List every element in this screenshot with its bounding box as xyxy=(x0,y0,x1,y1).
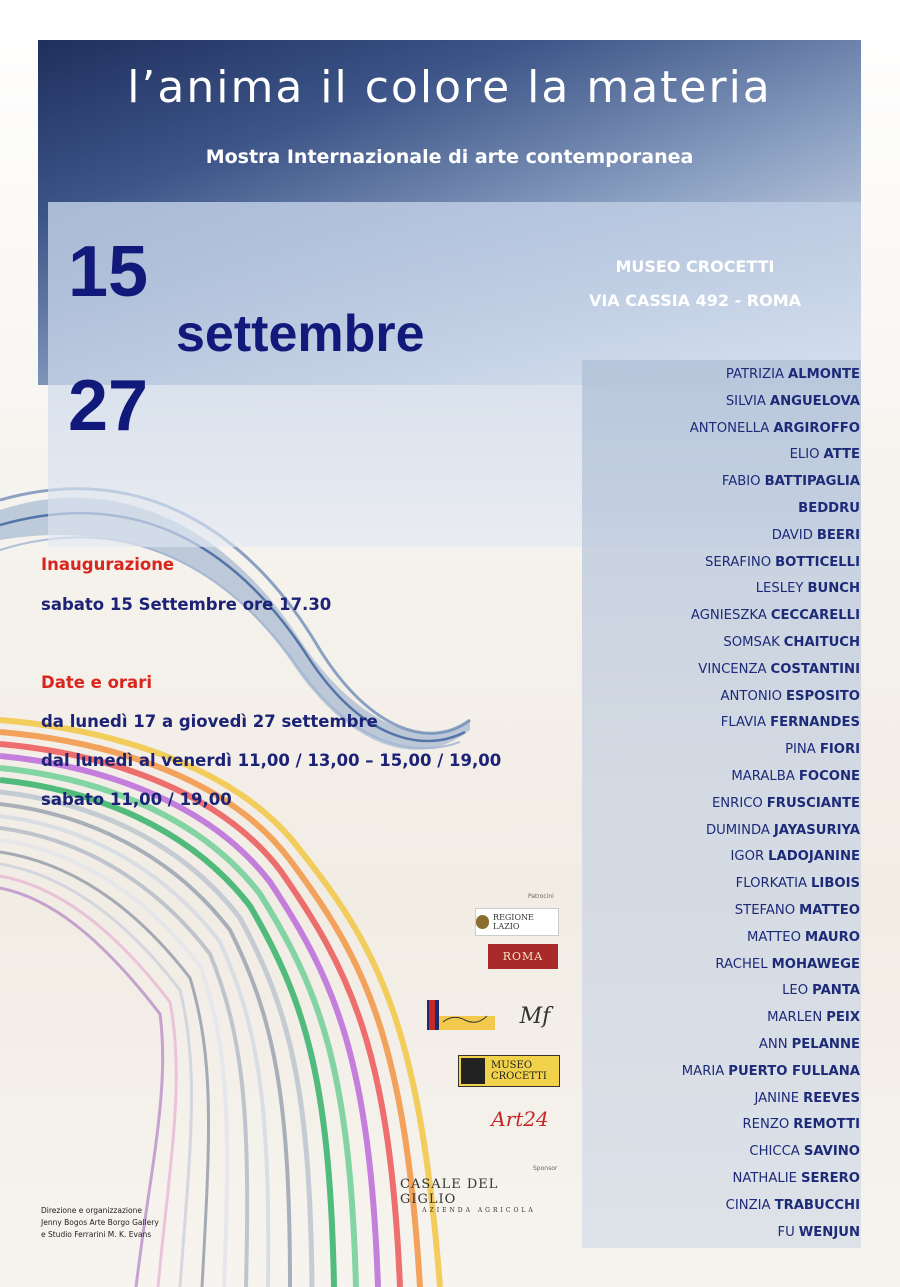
artist-first-name: MARALBA xyxy=(731,768,795,784)
artist-item xyxy=(682,844,860,871)
artist-last-name: FIORI xyxy=(819,742,860,758)
artist-item xyxy=(682,1005,860,1032)
artist-first-name: STEFANO xyxy=(734,902,796,918)
artist-item xyxy=(682,925,860,952)
regione-lazio-text: REGIONE LAZIO xyxy=(493,913,534,931)
artist-last-name: CHAITUCH xyxy=(783,634,860,650)
artist-item xyxy=(682,898,860,925)
artist-item xyxy=(682,1032,860,1059)
artist-item xyxy=(682,1193,860,1220)
artist-first-name: JANINE xyxy=(754,1090,800,1106)
artist-last-name: BEERI xyxy=(816,527,860,543)
artist-item xyxy=(682,1166,860,1193)
credits-line1: Direzione e organizzazione xyxy=(41,1206,142,1215)
artist-last-name: FOCONE xyxy=(798,768,860,784)
credits-line3: e Studio Ferrarini M. K. Evans xyxy=(41,1230,152,1239)
artist-first-name: IGOR xyxy=(730,849,765,865)
artist-item xyxy=(682,496,860,523)
artist-last-name: LIBOIS xyxy=(811,876,860,892)
poster-subtitle: Mostra Internazionale di arte contemporanea xyxy=(205,146,694,168)
artist-first-name: ANN xyxy=(758,1036,788,1052)
artist-first-name: LESLEY xyxy=(755,581,804,597)
artist-first-name: FU xyxy=(777,1224,795,1240)
inauguration-label: Inaugurazione xyxy=(41,555,175,574)
artist-last-name: CECCARELLI xyxy=(770,608,860,624)
artist-item xyxy=(682,630,860,657)
artist-item xyxy=(682,978,860,1005)
artist-item xyxy=(682,871,860,898)
artist-first-name: ANTONIO xyxy=(720,688,782,704)
artist-first-name: ANTONELLA xyxy=(689,420,770,436)
saturday-hours: sabato 11,00 / 19,00 xyxy=(41,790,232,809)
roma-logo xyxy=(488,944,558,969)
artist-first-name: FLAVIA xyxy=(720,715,767,731)
artist-item xyxy=(682,1112,860,1139)
mf-logo-text: Mf xyxy=(519,1003,551,1029)
artist-item xyxy=(682,362,860,389)
artist-first-name: NATHALIE xyxy=(732,1170,797,1186)
artist-first-name: DUMINDA xyxy=(706,822,770,838)
artist-last-name: LADOJANINE xyxy=(768,849,860,865)
museo-logo-line1: MUSEO xyxy=(491,1060,533,1071)
artist-first-name: CINZIA xyxy=(725,1197,771,1213)
patronage-label: Patrocini xyxy=(528,893,554,900)
regione-lazio-logo xyxy=(475,908,559,936)
casale-logo-subtext: AZIENDA AGRICOLA xyxy=(422,1206,536,1214)
artist-item xyxy=(682,791,860,818)
artist-first-name: ELIO xyxy=(789,447,820,463)
artist-first-name: CHICCA xyxy=(749,1144,800,1160)
artist-first-name: PINA xyxy=(785,742,816,758)
art24-logo-text: Art24 xyxy=(491,1107,549,1131)
artist-last-name: BOTTICELLI xyxy=(775,554,860,570)
artist-last-name: WENJUN xyxy=(798,1224,860,1240)
artist-first-name: FLORKATIA xyxy=(735,876,808,892)
artist-item xyxy=(682,710,860,737)
artist-last-name: JAYASURIYA xyxy=(773,822,860,838)
credits xyxy=(41,1205,216,1241)
artist-last-name: BUNCH xyxy=(807,581,860,597)
artist-item xyxy=(682,389,860,416)
artist-last-name: TRABUCCHI xyxy=(774,1197,860,1213)
artist-item xyxy=(682,442,860,469)
artist-first-name: AGNIESZKA xyxy=(690,608,767,624)
inauguration-time: sabato 15 Settembre ore 17.30 xyxy=(41,595,332,614)
artist-item xyxy=(682,469,860,496)
gallery-logo-graphic xyxy=(425,998,497,1034)
artist-item xyxy=(682,684,860,711)
artist-last-name: ALMONTE xyxy=(788,367,860,382)
end-day: 27 xyxy=(68,366,149,446)
venue xyxy=(530,250,860,318)
artist-last-name: PANTA xyxy=(812,983,860,999)
museo-crocetti-logo xyxy=(458,1055,560,1087)
artist-last-name: SERERO xyxy=(800,1170,860,1186)
artist-last-name: MATTEO xyxy=(799,902,860,918)
regione-emblem-icon xyxy=(476,915,489,929)
month: settembre xyxy=(176,305,425,363)
artist-item xyxy=(682,737,860,764)
artist-first-name: MARLEN xyxy=(767,1010,823,1026)
mf-logo xyxy=(515,998,555,1034)
artist-item xyxy=(682,657,860,684)
artist-last-name: MAURO xyxy=(805,929,860,945)
artist-first-name: LEO xyxy=(782,983,809,999)
dates-label: Date e orari xyxy=(41,673,152,692)
artist-last-name: PUERTO FULLANA xyxy=(728,1063,860,1079)
artist-first-name: PATRIZIA xyxy=(725,367,785,382)
museo-logo-line2: CROCETTI xyxy=(491,1071,547,1082)
artist-last-name: ANGUELOVA xyxy=(769,393,860,409)
artist-last-name: ESPOSITO xyxy=(786,688,860,704)
artist-first-name: ENRICO xyxy=(711,795,763,811)
artist-first-name: RENZO xyxy=(742,1117,790,1133)
casale-logo-text: CASALE DEL GIGLIO xyxy=(400,1176,499,1207)
venue-name: MUSEO CROCETTI xyxy=(615,257,775,276)
artists-list xyxy=(682,362,860,1246)
artist-item xyxy=(682,1139,860,1166)
artist-item xyxy=(682,416,860,443)
credits-line2: Jenny Bogos Arte Borgo Gallery xyxy=(41,1218,159,1227)
artist-last-name: PEIX xyxy=(826,1010,860,1026)
artist-first-name: VINCENZA xyxy=(698,661,767,677)
artist-first-name: FABIO xyxy=(721,474,761,490)
casale-del-giglio-logo xyxy=(400,1176,558,1214)
artist-item xyxy=(682,1220,860,1247)
artist-last-name: FERNANDES xyxy=(770,715,860,731)
artist-last-name: REMOTTI xyxy=(793,1117,860,1133)
color-swirl-graphic xyxy=(0,470,590,1287)
artist-last-name: REEVES xyxy=(803,1090,860,1106)
weekday-hours: dal lunedì al venerdì 11,00 / 13,00 – 15,00 / 19,00 xyxy=(41,751,502,770)
artist-last-name: PELANNE xyxy=(791,1036,860,1052)
artist-item xyxy=(682,603,860,630)
artist-last-name: ARGIROFFO xyxy=(773,420,860,436)
artist-first-name: SERAFINO xyxy=(705,554,772,570)
artist-last-name: COSTANTINI xyxy=(770,661,860,677)
artist-first-name: SILVIA xyxy=(725,393,766,409)
museo-logo-text xyxy=(491,1060,547,1082)
venue-address: VIA CASSIA 492 - ROMA xyxy=(588,291,802,310)
artist-last-name: SAVINO xyxy=(803,1144,860,1160)
museo-emblem-icon xyxy=(461,1058,485,1084)
artist-item xyxy=(682,550,860,577)
artist-last-name: BATTIPAGLIA xyxy=(764,474,860,490)
artist-first-name: RACHEL xyxy=(715,956,768,972)
artist-item xyxy=(682,1059,860,1086)
artist-last-name: MOHAWEGE xyxy=(771,956,860,972)
artist-item xyxy=(682,1086,860,1113)
sponsor-label: Sponsor xyxy=(533,1165,558,1172)
art24-logo xyxy=(485,1104,555,1134)
artist-last-name: FRUSCIANTE xyxy=(766,795,860,811)
start-day: 15 xyxy=(68,232,149,312)
artist-last-name: ATTE xyxy=(823,447,860,463)
artist-item xyxy=(682,818,860,845)
artist-item xyxy=(682,764,860,791)
artist-first-name: SOMSAK xyxy=(723,634,780,650)
artist-first-name: DAVID xyxy=(771,527,813,543)
gallery-logo xyxy=(425,998,497,1034)
artist-item xyxy=(682,523,860,550)
artist-last-name: BEDDRU xyxy=(798,500,860,516)
artist-item xyxy=(682,576,860,603)
artist-first-name: MATTEO xyxy=(747,929,801,945)
exhibition-period: da lunedì 17 a giovedì 27 settembre xyxy=(41,712,378,731)
poster-title: l’anima il colore la materia xyxy=(127,62,772,113)
artist-first-name: MARIA xyxy=(681,1063,725,1079)
roma-text: ROMA xyxy=(502,950,544,963)
artist-item xyxy=(682,952,860,979)
